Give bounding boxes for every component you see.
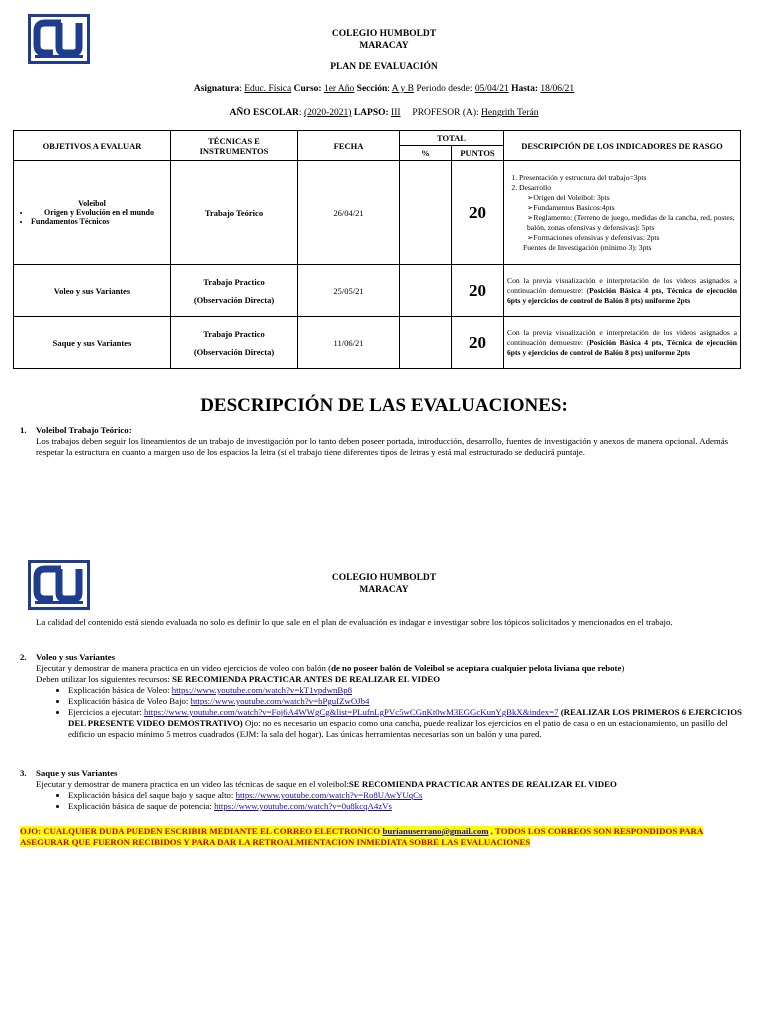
table-row	[14, 265, 741, 317]
objetivo-item: • Origen y Evolución en el mundo	[31, 208, 167, 217]
puntos-cell: 20	[452, 317, 504, 369]
lapso-label: LAPSO:	[353, 108, 389, 118]
ejercicios-video-link[interactable]: https://www.youtube.com/watch?v=Foj6A4WWgCg&list=PLufnLgPVc5wCGnKt0wM3EGGcKunYgBkX&index=7	[143, 707, 559, 717]
col-pct: %	[400, 146, 452, 161]
puntos-cell: 20	[452, 161, 504, 265]
pct-cell	[400, 161, 452, 265]
resource-label: Explicación básica del saque bajo y saque alto:	[68, 790, 236, 800]
section-number: 1.	[20, 425, 27, 435]
s3-line1-bold: SE RECOMIENDA PRACTICAR ANTES DE REALIZAR EL VIDEO	[348, 779, 617, 789]
profesor-value: Hengrith Terán	[481, 108, 539, 118]
hasta-label: Hasta:	[511, 84, 538, 94]
objetivo-cell: Saque y sus Variantes	[14, 317, 171, 369]
school-name-header	[0, 28, 768, 52]
puntos-cell: 20	[452, 265, 504, 317]
descripcion-cell	[504, 317, 741, 369]
objetivo-cell	[14, 161, 171, 265]
anio-label: AÑO ESCOLAR	[229, 108, 299, 118]
desc-text: Con la previa visualización e interpretación de los videos asignados a continuación demuestre: (	[507, 327, 737, 347]
resource-label: Ejercicios a ejecutar:	[68, 707, 144, 717]
pct-cell	[400, 317, 452, 369]
section-title: Voleibol Trabajo Teórico:	[36, 425, 132, 435]
ejercicios-rest: Ojo: no es necesario un espacio como una cancha, puede realizar los ejercicios en el patio de casa o en un estacionamiento, un pasillo del edificio un espacio mínimo 5 metros cuadrados (EJM: la sala del hogar). Las únicas herramientas necesarias son un balón y una pared.	[68, 718, 728, 739]
pct-cell	[400, 265, 452, 317]
quality-text: La calidad del contenido está siendo evaluada no solo es definir lo que sale en el plan de evaluación es indagar e investigar sobre los tópicos solicitados y mencionados en el trabajo.	[36, 617, 673, 627]
fecha-cell: 11/06/21	[298, 317, 400, 369]
ojo-text-1: OJO: CUALQUIER DUDA PUEDEN ESCRIBIR MEDIANTE EL CORREO ELECTRONICO	[20, 826, 383, 836]
school-name: COLEGIO HUMBOLDT	[331, 573, 437, 583]
school-name: COLEGIO HUMBOLDT	[331, 29, 437, 39]
ejercicios-bold: (REALIZAR LOS PRIMEROS 6 EJERCICIOS DEL PRESENTE VIDEO DEMOSTRATIVO)	[68, 707, 743, 728]
table-row	[14, 161, 741, 265]
col-total: TOTAL	[400, 131, 504, 146]
table-header-row	[14, 131, 741, 146]
section-1	[20, 425, 750, 458]
resource-item	[68, 790, 750, 801]
section-title: Saque y sus Variantes	[36, 768, 118, 778]
asignatura-label: Asignatura	[193, 84, 240, 94]
tecnica-cell	[171, 265, 298, 317]
seccion-value: A y B	[391, 84, 414, 94]
col-objetivos: OBJETIVOS A EVALUAR	[14, 131, 171, 161]
desc-item: 1. Presentación y estructura del trabajo=3pts	[519, 173, 737, 183]
s2-line2: Deben utilizar los siguientes recursos:	[36, 674, 173, 684]
descripcion-cell	[504, 265, 741, 317]
asignatura-value: Educ. Física	[244, 84, 292, 94]
resource-label: Explicación básica de Voleo Bajo:	[68, 696, 191, 706]
ojo-text-2: , TODOS LOS CORREOS SON RESPONDIDOS PARA ASEGURAR QUE FUERON RECIBIDOS Y PARA DAR LA RETROALMIENTACION INMEDIATA SOBRE LAS EVALUACIONES	[20, 826, 704, 847]
profesor-label: PROFESOR (A):	[412, 108, 479, 118]
fecha-cell: 25/05/21	[298, 265, 400, 317]
s2-line1-end: )	[621, 663, 625, 673]
saque-potencia-video-link[interactable]: https://www.youtube.com/watch?v=0u8kcqA4zVs	[214, 801, 392, 811]
col-fecha: FECHA	[298, 131, 400, 161]
section-line	[36, 663, 750, 674]
objetivo-cell: Voleo y sus Variantes	[14, 265, 171, 317]
col-puntos: PUNTOS	[452, 146, 504, 161]
resource-label: Explicación básica de Voleo:	[68, 685, 172, 695]
evaluaciones-title: DESCRIPCIÓN DE LAS EVALUACIONES:	[200, 395, 568, 416]
desc-subitem: ➢ Reglamento: (Terreno de juego, medidas de la cancha, red, postes, balón, zonas ofensivas y defensivas): 5pts	[527, 213, 737, 233]
objetivo-item: • Fundamentos Técnicos	[31, 217, 167, 226]
desc-item: 2. Desarrollo	[519, 183, 737, 193]
fecha-cell: 26/04/21	[298, 161, 400, 265]
resource-item	[68, 707, 750, 740]
tecnica-sub: (Observación Directa)	[193, 346, 275, 357]
year-line: AÑO ESCOLAR: (2020-2021) LAPSO: III PROFESOR (A): Hengrith Terán	[229, 108, 539, 118]
saque-video-link[interactable]: https://www.youtube.com/watch?v=Ro8UAwYUqCs	[235, 790, 423, 800]
tecnica-label: Trabajo Practico	[203, 276, 265, 287]
hasta-value: 18/06/21	[540, 84, 575, 94]
seccion-label: Sección	[356, 84, 388, 94]
school-city: MARACAY	[359, 41, 409, 51]
voleo-bajo-video-link[interactable]: https://www.youtube.com/watch?v=bPguIZwOJb4	[190, 696, 370, 706]
desc-tail: Fuentes de Investigación (mínimo 3): 3pts	[523, 242, 652, 252]
section-2	[20, 652, 750, 740]
section-title: Voleo y sus Variantes	[36, 652, 116, 662]
section-number: 3.	[20, 768, 27, 778]
section-number: 2.	[20, 652, 27, 662]
plan-title: PLAN DE EVALUACIÓN	[330, 62, 438, 72]
col-tecnicas: TÉCNICAS E INSTRUMENTOS	[171, 131, 298, 161]
s2-line2-bold: SE RECOMIENDA PRACTICAR ANTES DE REALIZAR EL VIDEO	[172, 674, 441, 684]
section-3	[20, 768, 750, 812]
resource-item	[68, 685, 750, 696]
evaluation-plan-table	[13, 130, 741, 369]
s2-line1: Ejecutar y demostrar de manera practica en un video ejercicios de voleo con balón (	[36, 663, 332, 673]
contact-email-link[interactable]: burianuserrano@gmail.com	[382, 826, 489, 836]
col-descripcion: DESCRIPCIÓN DE LOS INDICADORES DE RASGO	[504, 131, 741, 161]
resource-item	[68, 696, 750, 707]
tecnica-label: Trabajo Practico	[203, 328, 265, 339]
resource-label: Explicación básica de saque de potencia:	[68, 801, 215, 811]
section-line	[36, 674, 750, 685]
table-row	[14, 317, 741, 369]
desc-bold: Posición Básica 4 pts, Técnica de ejecución 6pts y ejercicios de control de Balón 8 pts) uniforme 2pts	[507, 337, 737, 357]
curso-label: Curso:	[293, 84, 322, 94]
desc-text: Con la previa visualización e interpretación de los videos asignados a continuación demuestre: (	[507, 275, 737, 295]
quality-paragraph	[20, 617, 750, 628]
s2-line1-bold: de no poseer balón de Voleibol se aceptara cualquier pelota liviana que rebote	[331, 663, 622, 673]
anio-value: (2020-2021)	[303, 108, 352, 118]
voleo-video-link[interactable]: https://www.youtube.com/watch?v=kT1vpdwnBp8	[171, 685, 353, 695]
curso-value: 1er Año	[323, 84, 355, 94]
section-text: Los trabajos deben seguir los lineamientos de un trabajo de investigación por lo tanto deben poseer portada, introducción, desarrollo, fuentes de investigación y anexos de manera opcional. Además respetar la estructura en cuanto a margen uso de los espacios la letra (si el trabajo tiene diferentes tipos de letras y está mal estructurado se deducirá puntaje.	[36, 436, 729, 457]
periodo-value: 05/04/21	[474, 84, 509, 94]
tecnica-cell: Trabajo Teórico	[171, 161, 298, 265]
periodo-label: Periodo desde:	[416, 84, 473, 94]
school-city: MARACAY	[359, 585, 409, 595]
school-name-header	[0, 572, 768, 596]
ojo-notice	[20, 826, 750, 848]
desc-subitem: ➢ Fundamentos Basicos:4pts	[527, 203, 737, 213]
descripcion-cell	[504, 161, 741, 265]
tecnica-cell	[171, 317, 298, 369]
tecnica-sub: (Observación Directa)	[193, 294, 275, 305]
subject-line: Asignatura: Educ. Física Curso: 1er Año Sección: A y B Periodo desde: 05/04/21 Hasta: 18/06/21	[193, 84, 575, 94]
resource-item	[68, 801, 750, 812]
desc-subitem: ➢ Formaciones ofensivas y defensivas: 2pts	[527, 233, 737, 243]
desc-subitem: ➢ Origen del Voleibol: 3pts	[527, 193, 737, 203]
s3-line1: Ejecutar y demostrar de manera practica en un video las técnicas de saque en el voleibol:	[36, 779, 349, 789]
desc-bold: Posición Básica 4 pts, Técnica de ejecución 6pts y ejercicios de control de Balón 8 pts) uniforme 2pts	[507, 285, 737, 305]
lapso-value: III	[391, 108, 401, 118]
objetivo-title: Voleibol	[78, 199, 106, 208]
section-line	[36, 779, 750, 790]
